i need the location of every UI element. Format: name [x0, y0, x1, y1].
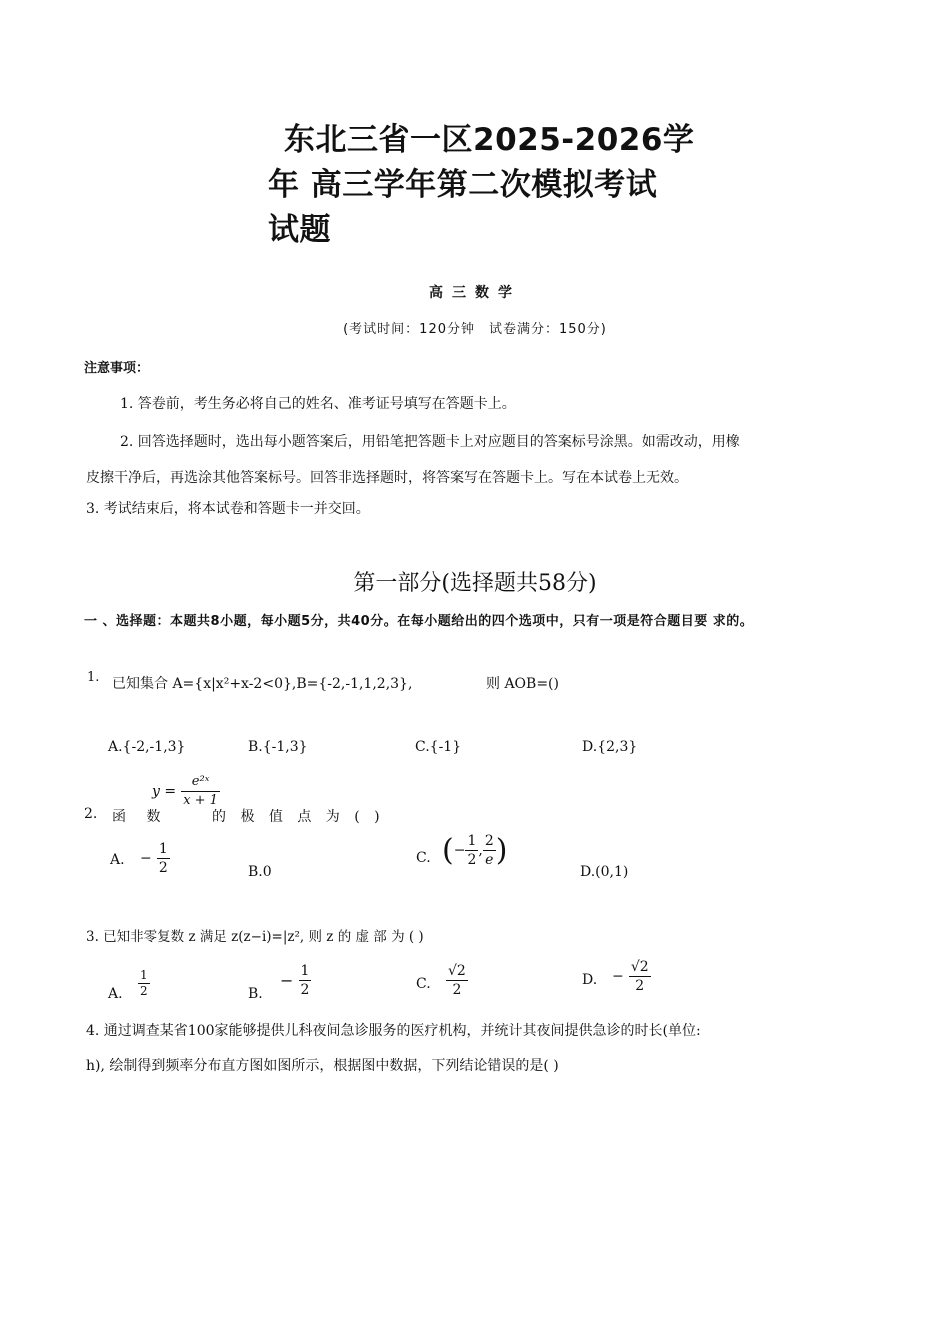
subject-heading: 高三数学 [429, 285, 521, 301]
q2-numerator: e²ˣ [181, 773, 220, 792]
q3-option-d-den: 2 [635, 978, 645, 994]
q1-option-b: B.{-1,3} [248, 739, 308, 755]
title-line-3: 试题 [268, 212, 331, 248]
q3-text: 3. 已知非零复数 z 满足 z(z−i)=|z², 则 z 的 虚 部 为 ( ) [86, 929, 424, 945]
q3-option-b-sign: − [280, 971, 294, 990]
notice-item-1: 1. 答卷前，考生务必将自己的姓名、准考证号填写在答题卡上。 [120, 396, 516, 412]
notice-heading: 注意事项： [84, 361, 150, 376]
q1-option-d: D.{2,3} [582, 739, 638, 755]
q3-option-d-sign: − [612, 968, 624, 985]
notice-item-3: 3. 考试结束后，将本试卷和答题卡一并交回。 [86, 501, 370, 517]
title-line-2: 年 高三学年第二次模拟考试 [268, 167, 658, 203]
q3-option-a-label: A. [108, 986, 123, 1002]
q1-number: 1. [87, 670, 100, 685]
q3-option-c-fraction [446, 962, 468, 999]
q2-option-c-num1: 1 [467, 833, 477, 849]
q3-option-b-num: 1 [300, 963, 310, 979]
q2-option-c-den1: 2 [467, 852, 477, 868]
q3-option-a-den: 2 [140, 984, 148, 998]
q2-option-a [140, 840, 170, 877]
q2-option-a-den: 2 [158, 860, 168, 876]
q2-fraction [181, 773, 220, 810]
section-title: 第一部分(选择题共58分) [353, 571, 597, 596]
q2-option-a-fraction [157, 840, 170, 877]
notice-item-2-continued: 皮擦干净后，再选涂其他答案标号。回答非选择题时，将答案写在答题卡上。写在本试卷上无效。 [86, 470, 688, 486]
q2-option-c-comma: , [478, 842, 483, 859]
q2-option-d: D.(0,1) [580, 864, 629, 880]
q3-option-c-num: √2 [448, 963, 466, 979]
q2-option-b: B.0 [248, 864, 272, 880]
q2-option-c-label: C. [416, 850, 431, 866]
q2-lead: 函 数 [112, 809, 169, 825]
q3-option-b [280, 962, 311, 999]
q2-option-c-den2: e [485, 852, 494, 868]
q2-option-c: (− $\frac{1}{2}$ , $\frac{2}{e}$ ) [442, 833, 508, 868]
q2-option-c-frac-2 [483, 832, 496, 869]
q3-option-a [138, 968, 150, 999]
title-line-1: 东北三省一区2025-2026学 [284, 122, 695, 158]
q1-option-a: A.{-2,-1,3} [108, 739, 186, 755]
mcq-heading: 一 、选择题：本题共8小题，每小题5分，共40分。在每小题给出的四个选项中，只有一项是符合题目要 求的。 [84, 614, 754, 629]
q3-option-d [612, 958, 651, 995]
q2-number: 2. [84, 806, 98, 822]
exam-title [268, 118, 695, 253]
q3-option-c [446, 962, 468, 999]
exam-info: (考试时间：120分钟 试卷满分：150分) [343, 322, 607, 337]
q3-option-a-num: 1 [140, 968, 148, 982]
q2-function [152, 773, 220, 810]
q3-option-b-den: 2 [300, 982, 310, 998]
q1-text: 已知集合 A={x|x²+x-2<0},B={-2,-1,1,2,3}, [112, 676, 413, 692]
q3-option-b-label: B. [248, 986, 263, 1002]
q3-option-c-den: 2 [452, 982, 462, 998]
q3-option-d-num: √2 [630, 959, 649, 975]
q3-option-b-fraction [299, 962, 312, 999]
q2-option-a-label: A. [110, 852, 125, 868]
q1-tail: 则 AOB=() [486, 676, 559, 692]
q2-option-c-frac-1 [465, 832, 478, 869]
q2-y-label: y = [152, 783, 177, 800]
q3-option-c-label: C. [416, 976, 431, 992]
q3-option-d-fraction [629, 958, 651, 995]
q2-option-c-sign: − [453, 842, 466, 859]
q1-option-c: C.{-1} [415, 739, 462, 755]
q2-denominator: x + 1 [183, 793, 218, 808]
q3-option-d-label: D. [582, 972, 598, 988]
notice-item-2: 2. 回答选择题时，选出每小题答案后，用铅笔把答题卡上对应题目的答案标号涂黑。如需改动，用橡 [120, 434, 740, 450]
q3-option-a-fraction [138, 968, 150, 999]
q2-option-c-num2: 2 [484, 833, 494, 849]
q4-line-1: 4. 通过调查某省100家能够提供儿科夜间急诊服务的医疗机构，并统计其夜间提供急诊的时长(单位: [86, 1023, 701, 1039]
q2-tail: 的 极 值 点 为 ( ) [212, 809, 385, 825]
q4-line-2: h), 绘制得到频率分布直方图如图所示，根据图中数据，下列结论错误的是( ) [86, 1058, 559, 1074]
q2-option-a-num: 1 [158, 841, 168, 857]
q2-option-a-sign: − [140, 850, 152, 867]
